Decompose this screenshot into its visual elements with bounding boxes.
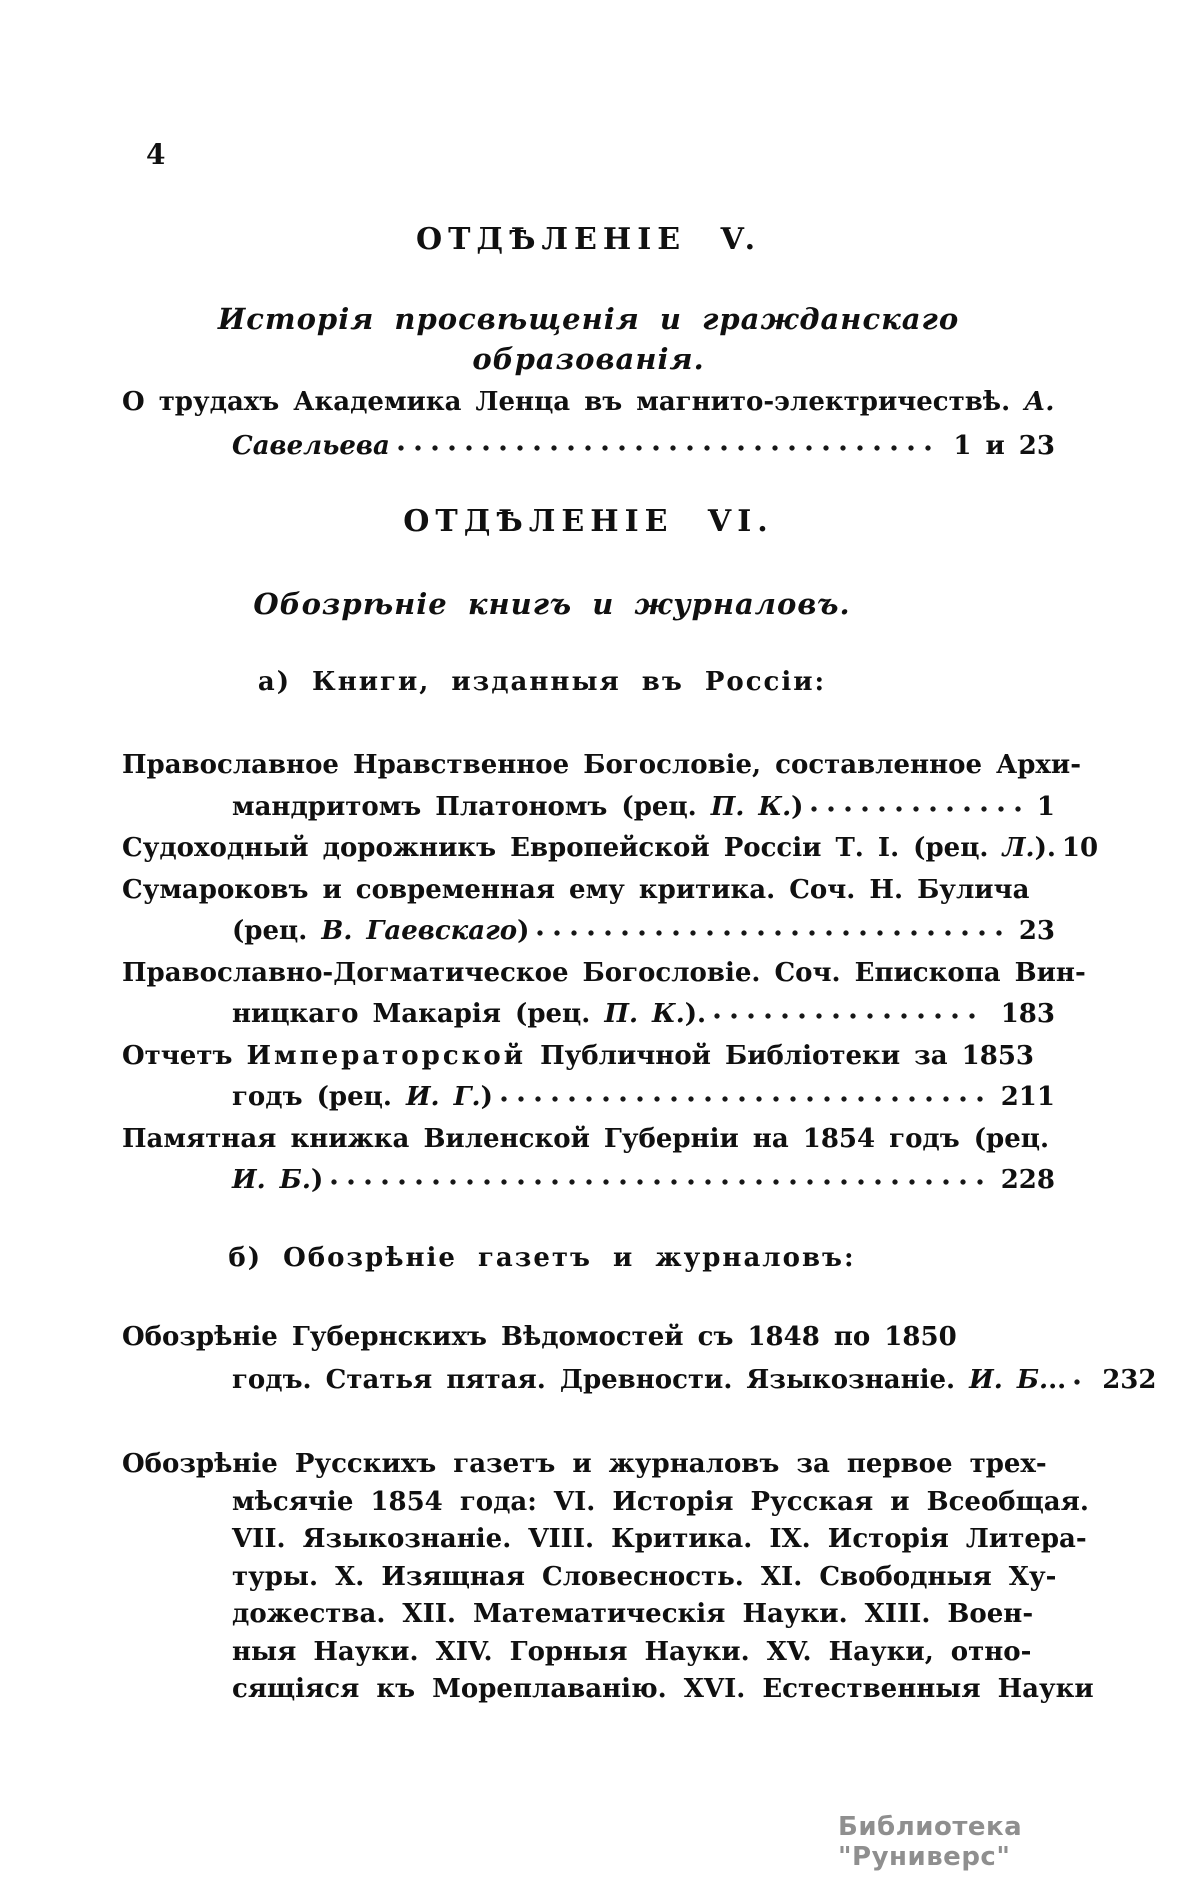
toc-line bbox=[122, 745, 1081, 787]
toc-line bbox=[122, 787, 1055, 829]
toc-line-text: Савельева bbox=[232, 431, 390, 461]
part-b-review-entries bbox=[122, 1446, 1094, 1709]
section-5-subtitle: Исторія просвѣщенія и гражданскаго образованія. bbox=[217, 302, 960, 376]
page-ref: 211 bbox=[1000, 1082, 1055, 1112]
section-5-heading: ОТДѢЛЕНІЕ V. bbox=[415, 222, 762, 257]
runivers-library-watermark: Библиотека "Руниверс" bbox=[838, 1812, 1023, 1872]
toc-line-text: Отчетъ Императорской Публичной Библіотеки за 1853 bbox=[122, 1040, 1035, 1071]
toc-line bbox=[122, 953, 1086, 995]
toc-line-text: Обозрѣніе Русскихъ газетъ и журналовъ за первое трех- bbox=[122, 1449, 1047, 1479]
toc-line bbox=[122, 380, 1055, 424]
toc-line-text: годъ. Статья пятая. Древности. Языкознаніе. И. Б... bbox=[232, 1365, 1067, 1395]
toc-line bbox=[122, 1359, 1157, 1402]
part-b-gazette-entries bbox=[122, 1316, 1157, 1402]
dot-leader bbox=[811, 806, 1020, 812]
page-ref: 183 bbox=[1000, 999, 1055, 1029]
toc-line-text: (рец. В. Гаевскаго) bbox=[232, 916, 530, 946]
toc-line bbox=[122, 1521, 1087, 1559]
toc-line-text: Православное Нравственное Богословіе, составленное Архи- bbox=[122, 750, 1081, 780]
toc-line bbox=[122, 1316, 1055, 1359]
toc-line-text: годъ (рец. И. Г.) bbox=[232, 1082, 493, 1112]
toc-line bbox=[122, 1671, 1094, 1709]
toc-line-text: туры. X. Изящная Словесность. XI. Свободныя Ху- bbox=[232, 1561, 1057, 1592]
page-ref: 1 и 23 bbox=[953, 431, 1055, 461]
toc-line bbox=[122, 1634, 1055, 1672]
toc-line bbox=[122, 1559, 1055, 1597]
page-ref: 228 bbox=[1000, 1165, 1055, 1195]
part-a-heading: а) Книги, изданныя въ Россіи: bbox=[257, 667, 827, 697]
page-ref: 232 bbox=[1102, 1365, 1157, 1395]
toc-line-text: сящіяся къ Мореплаванію. XVI. Естественныя Науки bbox=[232, 1674, 1094, 1704]
toc-line bbox=[122, 828, 1099, 870]
toc-line-text: ницкаго Макарія (рец. П. К.). bbox=[232, 999, 707, 1029]
page-ref: 23 bbox=[1018, 916, 1055, 946]
toc-line-text: О трудахъ Академика Ленца въ магнито-электричествѣ. А. bbox=[122, 387, 1055, 417]
dot-leader bbox=[1074, 1379, 1086, 1385]
part-a-entries bbox=[122, 745, 1099, 1202]
toc-line-text: Сумароковъ и современная ему критика. Соч. Н. Булича bbox=[122, 874, 1030, 905]
page-ref: 10 bbox=[1061, 833, 1099, 863]
toc-line bbox=[122, 911, 1055, 953]
toc-line bbox=[122, 1119, 1055, 1161]
page-ref: 1 bbox=[1036, 791, 1055, 822]
toc-line-text: мандритомъ Платономъ (рец. П. К.) bbox=[232, 791, 804, 822]
toc-line bbox=[122, 1160, 1055, 1202]
dot-leader bbox=[714, 1013, 985, 1019]
toc-line bbox=[122, 1036, 1055, 1078]
toc-line bbox=[122, 1596, 1055, 1634]
section-6-subtitle: Обозрѣніе книгъ и журналовъ. bbox=[253, 587, 851, 621]
toc-line-text: ныя Науки. XIV. Горныя Науки. XV. Науки, отно- bbox=[232, 1636, 1032, 1667]
dot-leader bbox=[537, 930, 1002, 936]
toc-line-text: Обозрѣніе Губернскихъ Вѣдомостей съ 1848 по 1850 bbox=[122, 1322, 957, 1352]
toc-line-text: И. Б.) bbox=[232, 1165, 324, 1195]
toc-line-text: Памятная книжка Виленской Губерніи на 1854 годъ (рец. bbox=[122, 1123, 1050, 1154]
toc-line bbox=[122, 424, 1055, 468]
toc-line bbox=[122, 870, 1055, 912]
toc-line-text: дожества. XII. Математическія Науки. XIII. Воен- bbox=[232, 1599, 1034, 1629]
toc-line-text: Православно-Догматическое Богословіе. Соч. Епископа Вин- bbox=[122, 957, 1086, 988]
part-b-heading: б) Обозрѣніе газетъ и журналовъ: bbox=[228, 1243, 856, 1273]
toc-line bbox=[122, 1484, 1089, 1522]
dot-leader bbox=[501, 1096, 985, 1102]
page-number: 4 bbox=[146, 138, 166, 171]
toc-line-text: Судоходный дорожникъ Европейской Россіи Т. I. (рец. Л.). bbox=[122, 833, 1056, 863]
dot-leader bbox=[398, 445, 938, 451]
dot-leader bbox=[331, 1179, 984, 1185]
section-5-entries bbox=[122, 380, 1055, 468]
toc-line bbox=[122, 1446, 1055, 1484]
section-6-heading: ОТДѢЛЕНІЕ VI. bbox=[403, 504, 774, 539]
toc-line-text: мѣсячіе 1854 года: VI. Исторія Русская и Всеобщая. bbox=[232, 1486, 1089, 1517]
toc-line bbox=[122, 994, 1055, 1036]
toc-line-text: VII. Языкознаніе. VIII. Критика. IX. Исторія Литера- bbox=[232, 1524, 1087, 1554]
toc-line bbox=[122, 1077, 1055, 1119]
